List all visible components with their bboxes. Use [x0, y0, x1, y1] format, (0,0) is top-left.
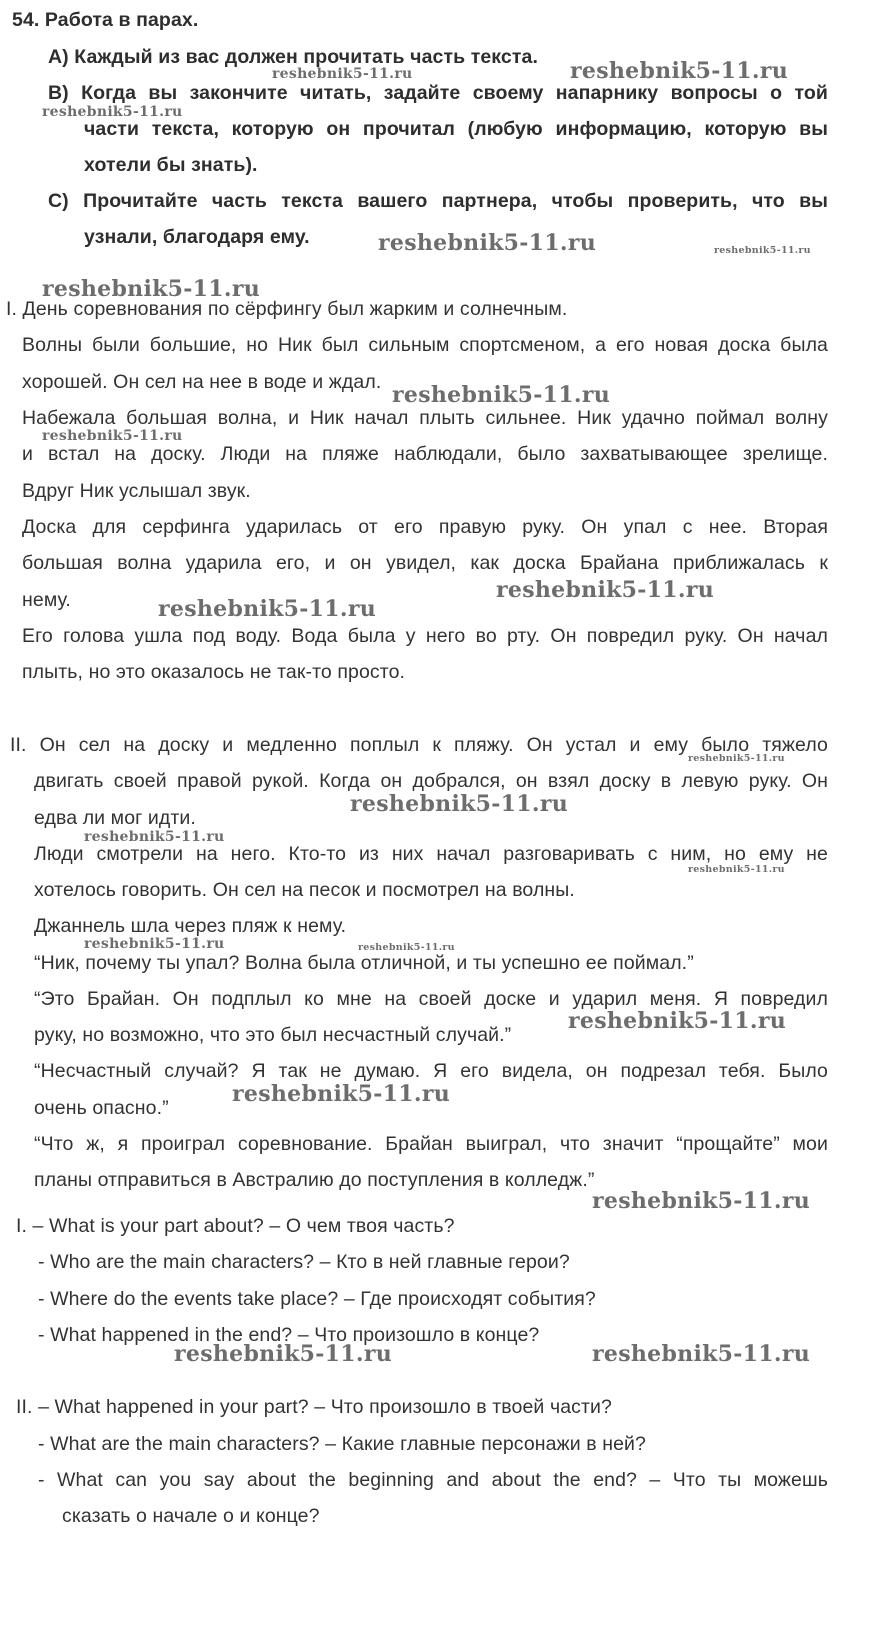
part1-line: плыть, но это оказалось не так-то просто. [22, 661, 406, 683]
part2-line: очень опасно.” [34, 1097, 169, 1119]
watermark: reshebnik5-11.ru [496, 577, 715, 603]
part1-line: I. День соревнования по сёрфингу был жарким и солнечным. [6, 298, 568, 320]
part1-line: и встал на доску. Люди на пляже наблюдали, было захватывающее зрелище. [22, 443, 828, 465]
part1-line: нему. [22, 589, 71, 611]
part1-line: Вдруг Ник услышал звук. [22, 480, 251, 502]
watermark: reshebnik5-11.ru [570, 58, 789, 84]
part1-line: большая волна ударила его, и он увидел, как доска Брайана приближалась к [22, 552, 828, 574]
part2-line: планы отправиться в Австралию до поступления в колледж.” [34, 1169, 595, 1191]
watermark: reshebnik5-11.ru [358, 942, 455, 953]
question-line: I. – What is your part about? – О чем твоя часть? [16, 1215, 455, 1237]
question-line: - Where do the events take place? – Где происходят события? [38, 1288, 596, 1310]
part2-line: Люди смотрели на него. Кто-то из них начал разговаривать с ним, но ему не [34, 843, 828, 865]
instruction-c-line1: С) Прочитайте часть текста вашего партнера, чтобы проверить, что вы [48, 190, 828, 212]
part1-line: Доска для серфинга ударилась от его правую руку. Он упал с нее. Вторая [22, 516, 828, 538]
watermark: reshebnik5-11.ru [42, 428, 183, 444]
question-line: - What are the main characters? – Какие главные персонажи в ней? [38, 1433, 646, 1455]
watermark: reshebnik5-11.ru [84, 829, 225, 845]
watermark: reshebnik5-11.ru [232, 1081, 451, 1107]
task-heading: 54. Работа в парах. [12, 9, 199, 31]
part2-line: “Это Брайан. Он подплыл ко мне на своей доске и ударил меня. Я повредил [34, 988, 828, 1010]
watermark: reshebnik5-11.ru [42, 276, 261, 302]
watermark: reshebnik5-11.ru [592, 1188, 811, 1214]
instruction-a: А) Каждый из вас должен прочитать часть текста. [48, 46, 538, 68]
watermark: reshebnik5-11.ru [272, 66, 413, 82]
watermark: reshebnik5-11.ru [688, 864, 785, 875]
part2-line: едва ли мог идти. [34, 807, 196, 829]
part1-line: хорошей. Он сел на нее в воде и ждал. [22, 371, 382, 393]
part2-line: хотелось говорить. Он сел на песок и посмотрел на волны. [34, 879, 575, 901]
question-line: - What happened in the end? – Что произошло в конце? [38, 1324, 540, 1346]
part2-line: руку, но возможно, что это был несчастный случай.” [34, 1024, 512, 1046]
watermark: reshebnik5-11.ru [392, 382, 611, 408]
part2-line: Джаннель шла через пляж к нему. [34, 915, 347, 937]
instruction-b-line3: хотели бы знать). [84, 154, 258, 176]
instruction-c-line2: узнали, благодаря ему. [84, 226, 310, 248]
question-line: II. – What happened in your part? – Что произошло в твоей части? [16, 1396, 612, 1418]
part2-line: “Несчастный случай? Я так не думаю. Я его видела, он подрезал тебя. Было [34, 1060, 828, 1082]
part2-line: II. Он сел на доску и медленно поплыл к пляжу. Он устал и ему было тяжело [10, 734, 828, 756]
watermark: reshebnik5-11.ru [158, 596, 377, 622]
watermark: reshebnik5-11.ru [592, 1341, 811, 1367]
part2-line: двигать своей правой рукой. Когда он добрался, он взял доску в левую руку. Он [34, 770, 828, 792]
watermark: reshebnik5-11.ru [714, 245, 811, 256]
instruction-b-line1: В) Когда вы закончите читать, задайте своему напарнику вопросы о той [48, 82, 828, 104]
watermark: reshebnik5-11.ru [378, 230, 597, 256]
question-line: сказать о начале о и конце? [62, 1505, 320, 1527]
watermark: reshebnik5-11.ru [84, 936, 225, 952]
question-line: - Who are the main characters? – Кто в ней главные герои? [38, 1251, 570, 1273]
watermark: reshebnik5-11.ru [568, 1008, 787, 1034]
part2-line: “Что ж, я проиграл соревнование. Брайан выиграл, что значит “прощайте” мои [34, 1133, 828, 1155]
part1-line: Волны были большие, но Ник был сильным спортсменом, а его новая доска была [22, 334, 828, 356]
part1-line: Его голова ушла под воду. Вода была у него во рту. Он повредил руку. Он начал [22, 625, 828, 647]
watermark: reshebnik5-11.ru [688, 753, 785, 764]
watermark: reshebnik5-11.ru [174, 1341, 393, 1367]
part2-line: “Ник, почему ты упал? Волна была отличной, и ты успешно ее поймал.” [34, 952, 694, 974]
question-line: - What can you say about the beginning and about the end? – Что ты можешь [38, 1469, 828, 1491]
part1-line: Набежала большая волна, и Ник начал плыть сильнее. Ник удачно поймал волну [22, 407, 828, 429]
instruction-b-line2: части текста, которую он прочитал (любую информацию, которую вы [84, 118, 828, 140]
watermark: reshebnik5-11.ru [350, 791, 569, 817]
watermark: reshebnik5-11.ru [42, 104, 183, 120]
